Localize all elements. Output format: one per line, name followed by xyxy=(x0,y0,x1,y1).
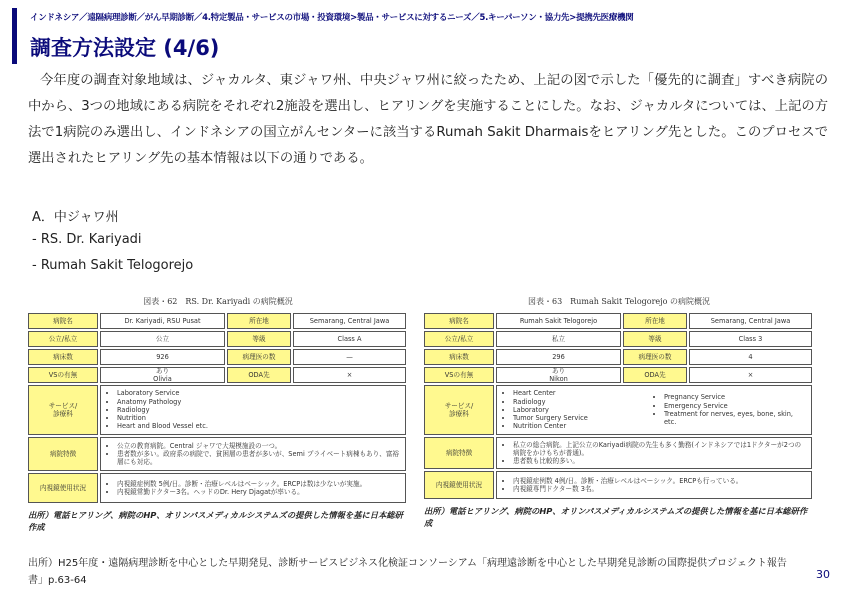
body-text: 今年度の調査対象地域は、ジャカルタ、東ジャワ州、中央ジャワ州に絞ったため、上記の図で示した「優先的に調査」すべき病院の中から、3つの地域にある病院をそれぞれ2施設を選出し、ヒアリングを実施することにした。なお、ジャカルタについては、上記の方法で1病院のみ選出し、インドネシアの国立がんセンターに該当するRumah Sakit Dharmaisをヒアリング先とした。このプロセスで選出されたヒアリング先の基本情報は以下の通りである。 xyxy=(28,73,828,166)
page-title: 調査方法設定 (4/6) xyxy=(30,36,220,60)
features-list xyxy=(107,442,399,467)
page-number: 30 xyxy=(816,568,830,581)
label-cell: 公立/私立 xyxy=(424,331,494,347)
label-cell: サービス/ 診療科 xyxy=(28,385,98,435)
list-item: • Radiology xyxy=(513,398,654,406)
list-item: • Anatomy Pathology xyxy=(117,398,399,406)
value-cell: × xyxy=(689,367,812,383)
value-cell: 926 xyxy=(100,349,225,365)
list-item: • Radiology xyxy=(117,406,399,414)
list-item: • Nutrition Center xyxy=(513,422,654,430)
list-item: • Treatment for nerves, eyes, bone, skin, etc. xyxy=(664,410,805,427)
title-accent-bar xyxy=(12,8,17,64)
label-cell: VSの有無 xyxy=(28,367,98,383)
table-row xyxy=(424,349,814,365)
endo-list xyxy=(107,480,399,497)
list-item: • Laboratory xyxy=(513,406,654,414)
label-cell: 所在地 xyxy=(623,313,687,329)
table-row xyxy=(28,437,408,471)
value-cell: Class 3 xyxy=(689,331,812,347)
label-cell: VSの有無 xyxy=(424,367,494,383)
label-cell: ODA先 xyxy=(227,367,291,383)
table-caption: 図表・62 RS. Dr. Kariyadi の病院概況 xyxy=(143,297,293,306)
list-item: • 患者数も比較的多い。 xyxy=(513,457,805,465)
list-item: • 内視鏡症例数 5例/日。診断・治療レベルはベーシック。ERCPは数は少ないが実施。 xyxy=(117,480,399,488)
value-cell: あり Olivia xyxy=(100,367,225,383)
value-cell: Semarang, Central Jawa xyxy=(293,313,406,329)
table-row xyxy=(424,471,814,499)
label-cell: サービス/ 診療科 xyxy=(424,385,494,435)
list-item: • Heart Center xyxy=(513,389,654,397)
value-cell: Semarang, Central Jawa xyxy=(689,313,812,329)
label-cell: 公立/私立 xyxy=(28,331,98,347)
value-cell xyxy=(100,473,406,503)
label-cell: 内視鏡使用状況 xyxy=(28,473,98,503)
list-item: • Laboratory Service xyxy=(117,389,399,397)
table-row xyxy=(28,473,408,503)
value-cell: Rumah Sakit Telogorejo xyxy=(496,313,621,329)
table-row xyxy=(424,313,814,329)
endo-list xyxy=(503,477,805,494)
value-cell xyxy=(496,385,812,435)
table-row xyxy=(28,349,408,365)
list-item: • Tumor Surgery Service xyxy=(513,414,654,422)
list-item: • 内視鏡症例数 4例/日。診断・治療レベルはベーシック。ERCPも行っている。 xyxy=(513,477,805,485)
hospital-name: Rumah Sakit Telogorejo xyxy=(40,258,194,273)
value-cell: Dr. Kariyadi, RSU Pusat xyxy=(100,313,225,329)
services-list-2 xyxy=(654,393,805,426)
services-list xyxy=(503,389,654,430)
value-cell: × xyxy=(293,367,406,383)
label-cell: 病院名 xyxy=(28,313,98,329)
list-item: • Nutrition xyxy=(117,414,399,422)
table-row xyxy=(424,367,814,383)
label-cell: 病床数 xyxy=(424,349,494,365)
value-cell: 私立 xyxy=(496,331,621,347)
hospital-table-kariyadi xyxy=(28,296,408,533)
table-row xyxy=(28,331,408,347)
table-row xyxy=(424,385,814,435)
list-item: • Pregnancy Service xyxy=(664,393,805,401)
value-cell: Class A xyxy=(293,331,406,347)
list-item: • 内視鏡常勤ドクター3名。ヘッドのDr. Hery Djagatが率いる。 xyxy=(117,488,399,496)
value-cell: 公立 xyxy=(100,331,225,347)
list-item: • 私立の総合病院。上記公立のKariyadi病院の先生も多く勤務(インドネシアでは1ドクターが2つの病院をかけもちが普通)。 xyxy=(513,441,805,458)
list-item: • 公立の教育病院。Central ジャワで大規模施設の一つ。 xyxy=(117,442,399,450)
value-cell xyxy=(100,385,406,435)
list-item: • Heart and Blood Vessel etc. xyxy=(117,422,399,430)
list-item: - Rumah Sakit Telogorejo xyxy=(32,258,194,273)
hospital-name: RS. Dr. Kariyadi xyxy=(40,232,142,247)
value-cell: — xyxy=(293,349,406,365)
table-row xyxy=(28,385,408,435)
table-source: 出所）電話ヒアリング、病院のHP、オリンパスメディカルシステムズの提供した情報を基に日本総研作成 xyxy=(424,506,808,528)
footer-source: 出所）H25年度・遠隔病理診断を中心とした早期発見、診断サービスビジネス化検証コンソーシアム「病理遠診断を中心とした早期発見診断の国際提供プロジェクト報告書」p.63-64 xyxy=(28,558,787,586)
list-item: • 内視鏡専門ドクター数 3名。 xyxy=(513,485,805,493)
label-cell: 病床数 xyxy=(28,349,98,365)
features-list xyxy=(503,441,805,466)
value-cell xyxy=(496,437,812,469)
label-cell: 内視鏡使用状況 xyxy=(424,471,494,499)
list-item: • 患者数が多い。政府系の病院で、貧困層の患者が多いが、Semi プライベート病棟もあり、富裕層にも対応。 xyxy=(117,450,399,467)
label-cell: 等級 xyxy=(227,331,291,347)
value-cell: 296 xyxy=(496,349,621,365)
label-cell: 病院特徴 xyxy=(424,437,494,469)
list-item: - RS. Dr. Kariyadi xyxy=(32,232,142,247)
value-cell xyxy=(100,437,406,471)
breadcrumb: インドネシア／遠隔病理診断／がん早期診断／4.特定製品・サービスの市場・投資環境>製品・サービスに対するニーズ／5.キーパーソン・協力先>提携先医療機関 xyxy=(30,13,634,23)
table-caption: 図表・63 Rumah Sakit Telogorejo の病院概況 xyxy=(528,297,710,306)
value-cell: 4 xyxy=(689,349,812,365)
table-row xyxy=(28,313,408,329)
label-cell: 病院特徴 xyxy=(28,437,98,471)
label-cell: 病理医の数 xyxy=(623,349,687,365)
value-cell: あり Nikon xyxy=(496,367,621,383)
label-cell: 所在地 xyxy=(227,313,291,329)
list-item: • Emergency Service xyxy=(664,402,805,410)
label-cell: ODA先 xyxy=(623,367,687,383)
section-heading: A．中ジャワ州 xyxy=(32,210,119,225)
label-cell: 等級 xyxy=(623,331,687,347)
label-cell: 病理医の数 xyxy=(227,349,291,365)
table-row xyxy=(28,367,408,383)
services-list xyxy=(107,389,399,430)
table-row xyxy=(424,437,814,469)
table-row xyxy=(424,331,814,347)
label-cell: 病院名 xyxy=(424,313,494,329)
value-cell xyxy=(496,471,812,499)
hospital-table-telogorejo xyxy=(424,296,814,529)
table-source: 出所）電話ヒアリング、病院のHP、オリンパスメディカルシステムズの提供した情報を基に日本総研作成 xyxy=(28,510,403,532)
